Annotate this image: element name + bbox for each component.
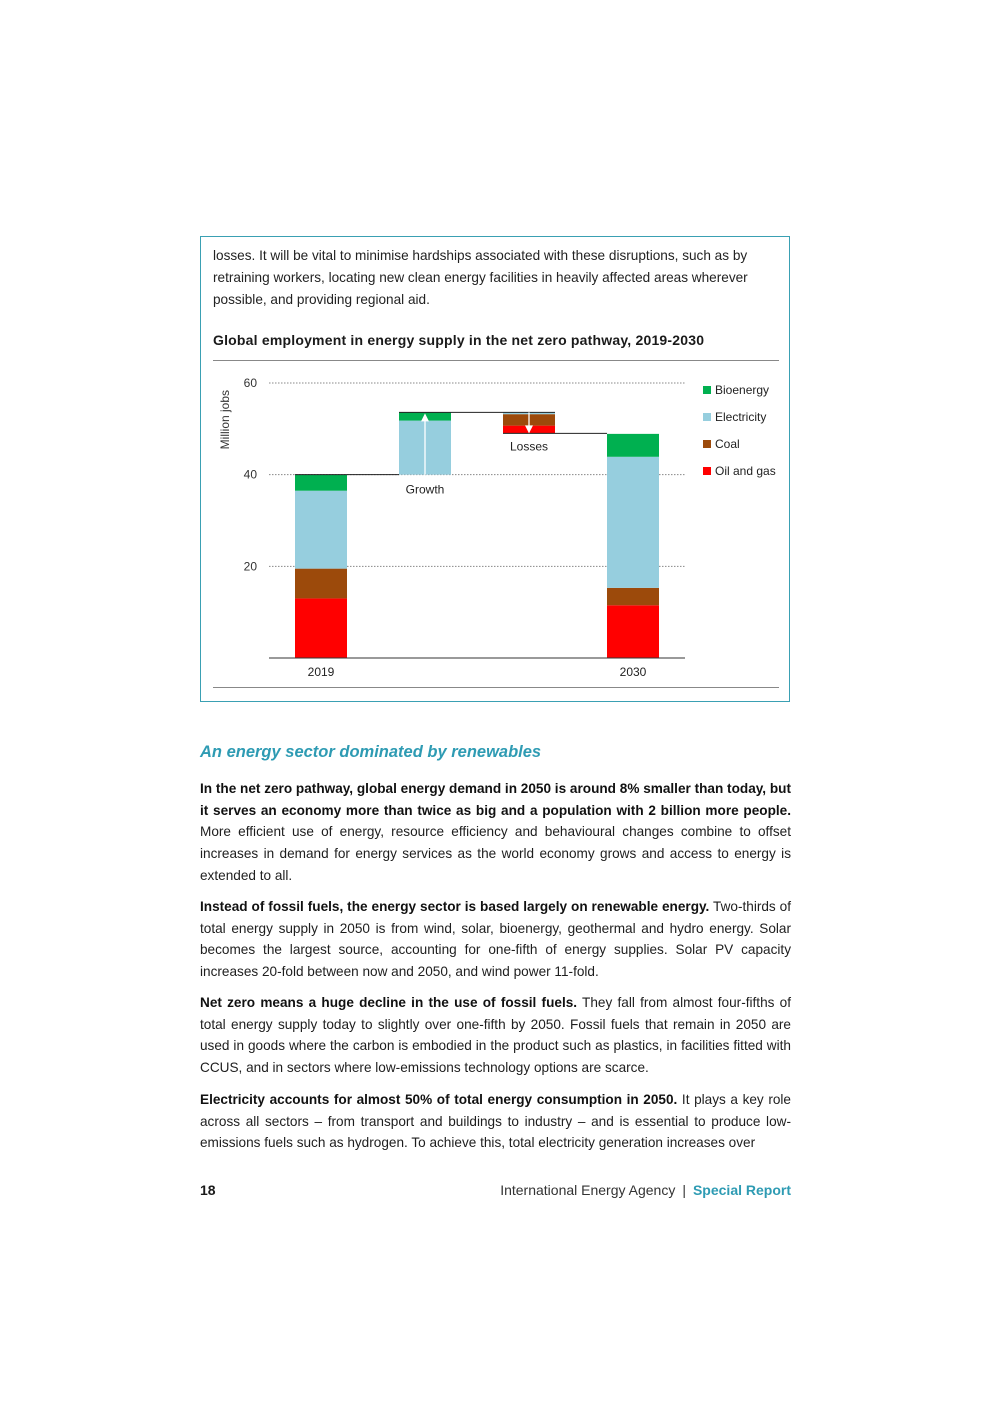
paragraph-3	[200, 992, 791, 1079]
growth-annotation: Growth	[405, 482, 445, 497]
bar-segment-bioenergy	[295, 475, 347, 491]
legend-label: Coal	[715, 437, 740, 451]
legend-label: Bioenergy	[715, 383, 770, 397]
y-tick-label: 60	[243, 376, 257, 390]
box-intro-text: losses. It will be vital to minimise hardships associated with these disruptions, such as by retraining workers, locating new clean energy facilities in heavily affected areas wherever possible, and providing regional aid.	[213, 248, 748, 307]
text-box	[200, 236, 790, 702]
bar-segment-electricity	[295, 491, 347, 569]
publisher-name: International Energy Agency	[500, 1182, 676, 1198]
legend-label: Electricity	[715, 410, 767, 424]
paragraph-1-lead: In the net zero pathway, global energy demand in 2050 is around 8% smaller than today, but it serves an economy more than twice as big and a population with 2 billion more people.	[200, 781, 791, 818]
y-tick-label: 40	[243, 467, 257, 482]
employment-chart	[201, 362, 791, 692]
bar-segment-oil-and-gas	[295, 598, 347, 658]
footer-separator: |	[682, 1182, 686, 1198]
paragraph-2-body: Two-thirds of total energy supply in 2050 is from wind, solar, bioenergy, geothermal and hydro energy. Solar becomes the largest source, accounting for one-fifth of energy supplies. Solar PV capacity increases 20-fold between now and 2050, and wind power 11-fold.	[200, 899, 792, 980]
legend-swatch	[703, 440, 711, 448]
x-tick-label: 2030	[619, 665, 647, 679]
paragraph-1-body: More efficient use of energy, resource efficiency and behavioural changes combine to offset increases in demand for energy services as the world economy grows and access to energy is extended to all.	[200, 824, 791, 883]
losses-annotation: Losses	[509, 439, 549, 454]
page-number: 18	[200, 1182, 216, 1198]
paragraph-4	[200, 1089, 791, 1154]
paragraph-3-lead: Net zero means a huge decline in the use of fossil fuels.	[200, 995, 578, 1010]
x-tick-label: 2019	[307, 665, 335, 679]
y-axis-label: Million jobs	[218, 389, 232, 450]
bar-segment-coal	[295, 569, 347, 599]
bar-segment-bioenergy	[607, 434, 659, 457]
paragraph-4-body: It plays a key role across all sectors – from transport and buildings to industry – and is essential to produce low-emissions fuels such as hydrogen. To achieve this, total electricity generation increases over	[200, 1092, 791, 1151]
paragraph-3-body: They fall from almost four-fifths of total energy supply today to slightly over one-fifth by 2050. Fossil fuels that remain in 2050 are used in goods where the carbon is embodied in the product such as plastics, in facilities fitted with CCUS, and in sectors where low-emissions technology options are scarce.	[200, 995, 792, 1076]
footer-publisher	[500, 1182, 791, 1198]
chart-title: Global employment in energy supply in the net zero pathway, 2019-2030	[213, 332, 705, 348]
section-heading: An energy sector dominated by renewables	[200, 743, 542, 761]
report-type: Special Report	[692, 1182, 791, 1198]
legend-swatch	[703, 413, 711, 421]
paragraph-2	[200, 896, 791, 983]
paragraph-1	[200, 778, 791, 887]
y-tick-label: 20	[243, 559, 257, 574]
legend-label: Oil and gas	[715, 464, 776, 478]
legend-swatch	[703, 386, 711, 394]
bar-segment-oil-and-gas	[607, 605, 659, 658]
legend-swatch	[703, 467, 711, 475]
bar-segment-coal	[607, 588, 659, 605]
paragraph-4-lead: Electricity accounts for almost 50% of total energy consumption in 2050.	[200, 1092, 678, 1107]
bar-segment-electricity	[607, 457, 659, 588]
chart-bottom-rule	[213, 687, 779, 688]
chart-title-rule	[213, 360, 779, 361]
paragraph-2-lead: Instead of fossil fuels, the energy sector is based largely on renewable energy.	[200, 899, 710, 914]
